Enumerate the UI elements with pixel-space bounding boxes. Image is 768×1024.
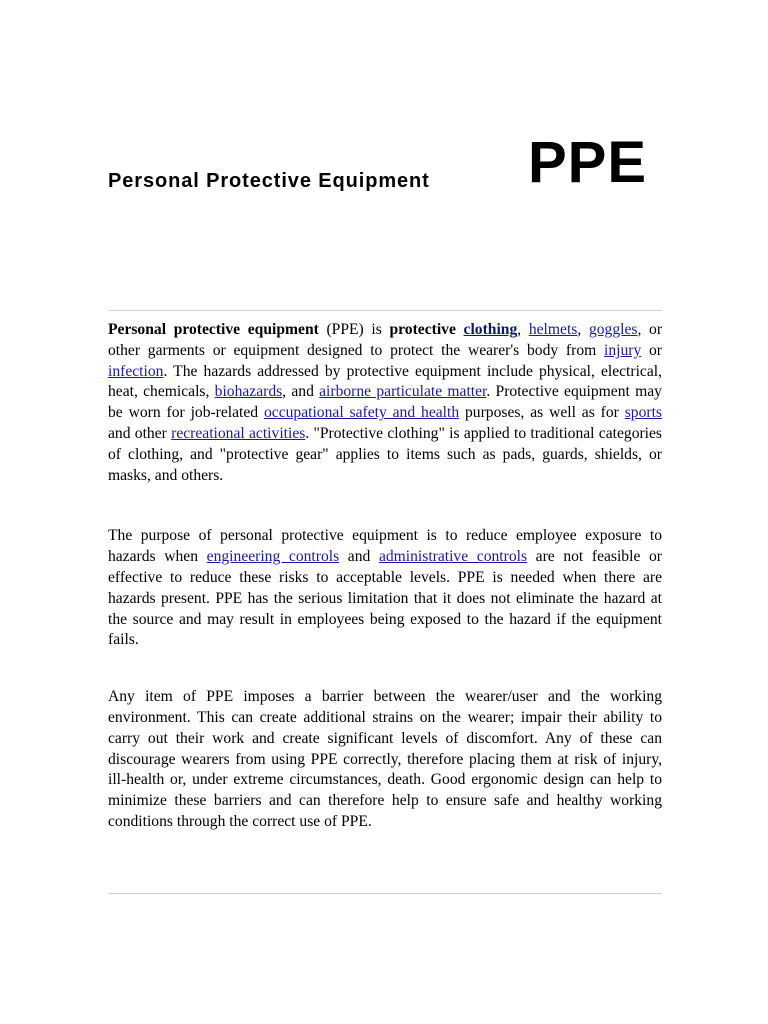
top-divider: [108, 310, 662, 311]
text-run: and: [339, 548, 379, 566]
paragraph-purpose: [108, 526, 662, 651]
link-helmets[interactable]: helmets: [528, 321, 578, 338]
link-goggles[interactable]: goggles: [588, 321, 638, 338]
link-administrative-controls[interactable]: administrative controls: [378, 548, 528, 566]
term-personal-protective-equipment: Personal protective equipment: [108, 321, 319, 338]
text-run: The purpose of personal protective equipment is to reduce employee exposure to hazards when: [108, 527, 662, 566]
link-airborne-particulate-matter[interactable]: airborne particulate matter: [319, 383, 487, 401]
text-run: [456, 321, 464, 338]
link-occupational-safety-and-health[interactable]: occupational safety and health: [263, 404, 460, 422]
text-run: ,: [577, 321, 589, 338]
article-body: [108, 320, 662, 869]
text-run: . The hazards addressed by protective equipment include physical, electrical, heat, chemicals,: [108, 362, 662, 401]
term-protective: protective: [389, 321, 456, 338]
link-injury[interactable]: injury: [604, 341, 642, 359]
text-run: or: [641, 341, 662, 359]
link-engineering-controls[interactable]: engineering controls: [206, 548, 340, 566]
text-run: purposes, as well as for: [459, 404, 625, 422]
bottom-divider: [108, 893, 662, 894]
acronym-heading: PPE: [528, 130, 648, 195]
text-run: are not feasible or effective to reduce these risks to acceptable levels. PPE is needed when there are hazards present. PPE has the serious limitation that it does not eliminate the hazard at the source and may result in employees being exposed to the hazard if the equipment fails.: [108, 548, 662, 649]
paragraph-definition: [108, 320, 662, 486]
paragraph-barrier: Any item of PPE imposes a barrier between the wearer/user and the working environment. This can create additional strains on the wearer; impair their ability to carry out their work and create significant levels of discomfort. Any of these can discourage wearers from using PPE correctly, therefore placing them at risk of injury, ill-health or, under extreme circumstances, death. Good ergonomic design can help to minimize these barriers and can therefore help to ensure safe and healthy working conditions through the correct use of PPE.: [108, 688, 662, 830]
page-title: Personal Protective Equipment: [108, 170, 430, 192]
link-clothing[interactable]: clothing: [463, 321, 518, 338]
title-row: [108, 130, 668, 208]
text-run: and other: [108, 424, 172, 442]
link-biohazards[interactable]: biohazards: [214, 383, 283, 401]
text-run: ,: [517, 321, 529, 338]
link-recreational-activities[interactable]: recreational activities: [171, 424, 306, 442]
text-run: . Protective equipment may be worn for job-related: [108, 383, 662, 422]
text-run: . "Protective clothing" is applied to traditional categories of clothing, and "protective gear" applies to items such as pads, guards, shields, or masks, and others.: [108, 424, 663, 484]
link-infection[interactable]: infection: [108, 362, 164, 380]
text-run: (PPE) is: [318, 321, 390, 338]
text-run: , and: [282, 383, 320, 401]
text-run: , or other garments or equipment designed to protect the wearer's body from: [108, 321, 663, 359]
link-sports[interactable]: sports: [624, 404, 662, 422]
